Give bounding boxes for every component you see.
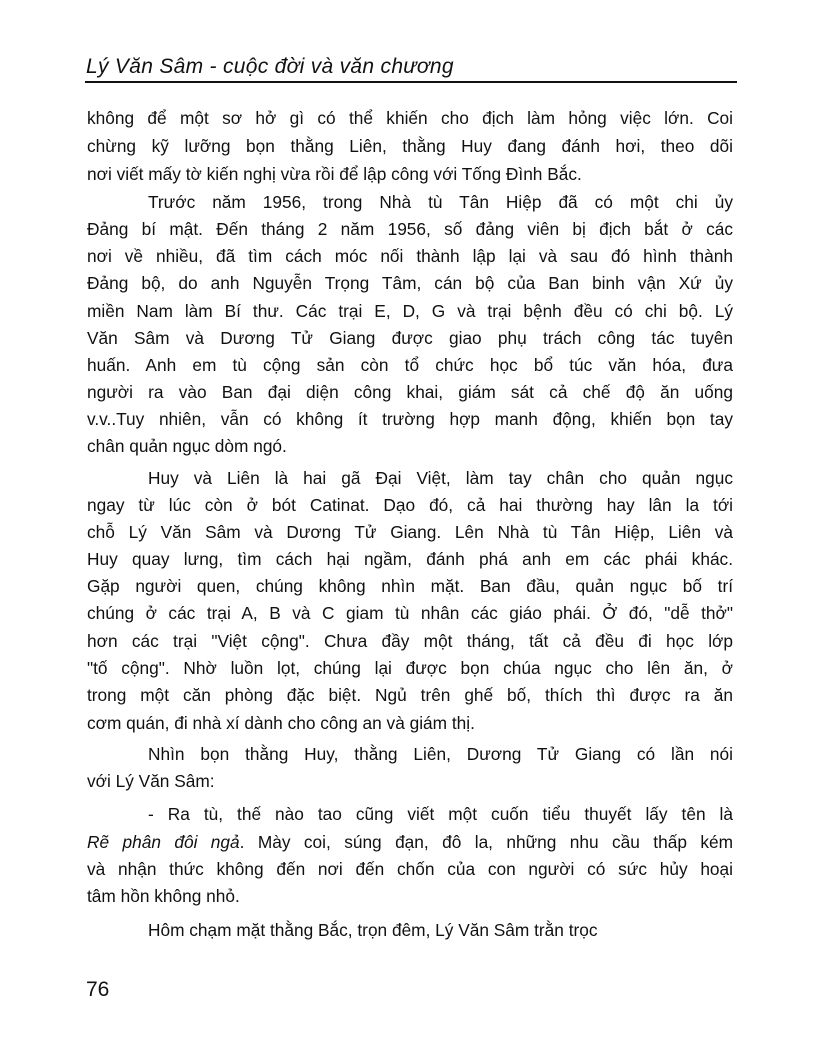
text-line: chân quản ngục dòm ngó. <box>87 436 287 456</box>
text-line: với Lý Văn Sâm: <box>87 771 215 791</box>
running-header-title: Lý Văn Sâm - cuộc đời và văn chương <box>86 55 454 78</box>
text-line: ngay từ lúc còn ở bót Catinat. Dạo đó, cả hai thường hay lân la tới <box>87 495 733 515</box>
text-span: . Mày coi, súng đạn, đô la, những nhu cầu thấp kém <box>239 832 733 852</box>
text-line: trong một căn phòng đặc biệt. Ngủ trên ghế bố, thích thì được ra ăn <box>87 685 733 705</box>
text-line: v.v..Tuy nhiên, vẫn có không ít trường hợp manh động, khiến bọn tay <box>87 409 733 429</box>
text-line <box>87 831 733 853</box>
text-line: Đảng bộ, do anh Nguyễn Trọng Tâm, cán bộ của Ban binh vận Xứ ủy <box>87 273 733 293</box>
text-line: chúng ở các trại A, B và C giam tù nhân các giáo phái. Ở đó, "dễ thở" <box>87 603 733 623</box>
text-line: chừng kỹ lưỡng bọn thằng Liên, thằng Huy đang đánh hơi, theo dõi <box>87 136 733 156</box>
text-line: người ra vào Ban đại diện công khai, giám sát cả chế độ ăn uống <box>87 382 733 402</box>
text-line: huấn. Anh em tù cộng sản còn tổ chức học bổ túc văn hóa, đưa <box>87 355 733 375</box>
italic-book-title: Rẽ phân đôi ngả <box>87 832 240 852</box>
text-line: và nhận thức không đến nơi đến chốn của con người có sức hủy hoại <box>87 859 733 879</box>
text-line: - Ra tù, thế nào tao cũng viết một cuốn tiểu thuyết lấy tên là <box>148 804 733 824</box>
text-line: Huy và Liên là hai gã Đại Việt, làm tay chân cho quản ngục <box>148 468 733 488</box>
text-line: Gặp người quen, chúng không nhìn mặt. Ban đầu, quản ngục bố trí <box>87 576 733 596</box>
header-rule <box>85 81 737 83</box>
text-line: hơn các trại "Việt cộng". Chưa đầy một tháng, tất cả đều đi học lớp <box>87 631 733 651</box>
text-line: chỗ Lý Văn Sâm và Dương Tử Giang. Lên Nhà tù Tân Hiệp, Liên và <box>87 522 733 542</box>
text-line: nơi về nhiều, đã tìm cách móc nối thành lập lại và sau đó hình thành <box>87 246 733 266</box>
text-line: Hôm chạm mặt thằng Bắc, trọn đêm, Lý Văn Sâm trằn trọc <box>148 920 598 940</box>
text-line: nơi viết mấy tờ kiến nghị vừa rồi để lập công với Tống Đình Bắc. <box>87 164 582 184</box>
text-line: Văn Sâm và Dương Tử Giang được giao phụ trách công tác tuyên <box>87 328 733 348</box>
text-line: Huy quay lưng, tìm cách hại ngầm, đánh phá anh em các phái khác. <box>87 549 733 569</box>
text-line: không để một sơ hở gì có thể khiến cho địch làm hỏng việc lớn. Coi <box>87 108 733 128</box>
text-line: Đảng bí mật. Đến tháng 2 năm 1956, số đảng viên bị địch bắt ở các <box>87 219 733 239</box>
text-line: cơm quán, đi nhà xí dành cho công an và giám thị. <box>87 713 475 733</box>
text-line: "tố cộng". Nhờ luồn lọt, chúng lại được bọn chúa ngục cho lên ăn, ở <box>87 658 733 678</box>
page-number: 76 <box>86 978 110 1001</box>
text-line: miền Nam làm Bí thư. Các trại E, D, G và trại bệnh đều có chi bộ. Lý <box>87 301 733 321</box>
text-line: Nhìn bọn thằng Huy, thằng Liên, Dương Tử Giang có lần nói <box>148 744 733 764</box>
text-line: Trước năm 1956, trong Nhà tù Tân Hiệp đã có một chi ủy <box>148 192 733 212</box>
text-line: tâm hồn không nhỏ. <box>87 886 240 906</box>
